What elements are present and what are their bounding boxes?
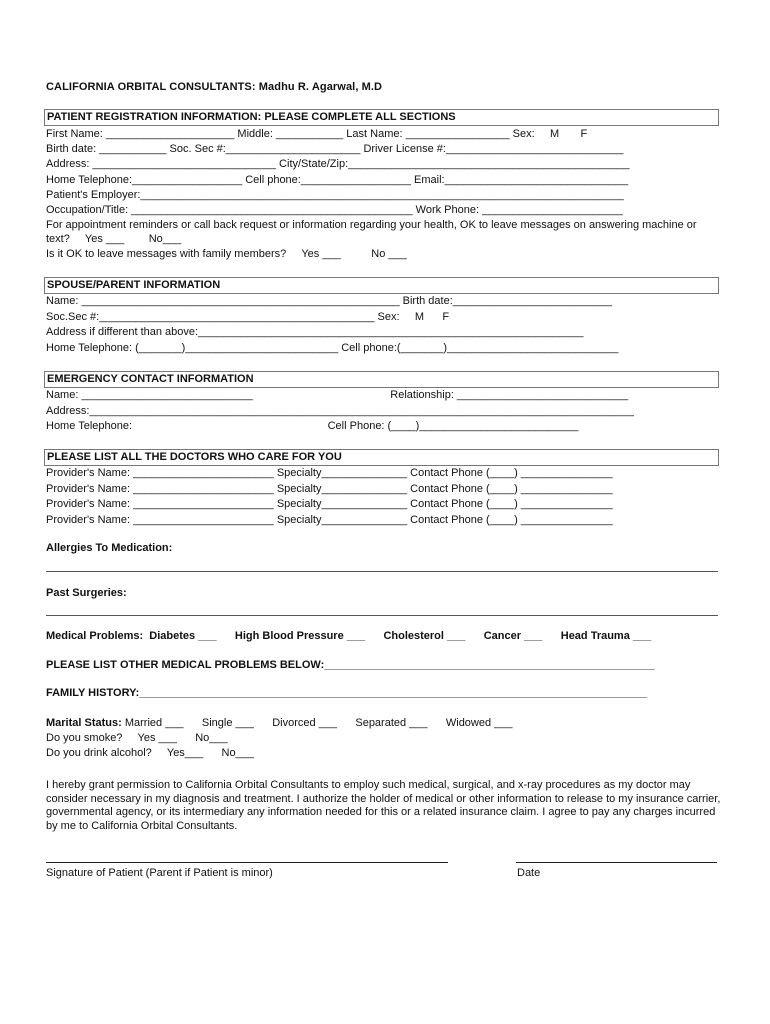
patient-employer-row[interactable]: Patient's Employer:_______________________________________________________________________________ bbox=[46, 189, 624, 201]
smoke-row[interactable]: Do you smoke? Yes ___ No___ bbox=[46, 732, 228, 744]
doctors-section-title: PLEASE LIST ALL THE DOCTORS WHO CARE FOR YOU bbox=[47, 451, 342, 463]
family-history-row[interactable]: FAMILY HISTORY:___________________________________________________________________________________ bbox=[46, 687, 648, 699]
spouse-name-row[interactable]: Name: ____________________________________________________ Birth date:__________________________ bbox=[46, 295, 612, 307]
patient-phone-row[interactable]: Home Telephone:__________________ Cell phone:__________________ Email:______________________________ bbox=[46, 174, 629, 186]
allergies-label: Allergies To Medication: bbox=[46, 542, 173, 554]
spouse-address-row[interactable]: Address if different than above:_______________________________________________________________ bbox=[46, 326, 584, 338]
consent-paragraph: I hereby grant permission to California Orbital Consultants to employ such medical, surgical, and x-ray procedures as my doctor may consider necessary in my diagnosis and treatment. I authorize the holder of medical or other information to release to my insurance carrier, governmental agency, or its intermediary any information needed for this or a related insurance claim. I agree to pay any charges incurred by me to California Orbital Consultants. bbox=[46, 779, 721, 832]
spouse-ssn-row[interactable]: Soc.Sec #:_____________________________________________ Sex: M F bbox=[46, 311, 450, 323]
family-messages-row[interactable]: Is it OK to leave messages with family members? Yes ___ No ___ bbox=[46, 248, 407, 260]
emergency-section-header bbox=[44, 371, 719, 388]
patient-address-row[interactable]: Address: ______________________________ City/State/Zip:______________________________________________ bbox=[46, 158, 630, 170]
emergency-phone-row[interactable]: Home Telephone: Cell Phone: (____)__________________________ bbox=[46, 420, 579, 432]
messages-consent-question: For appointment reminders or call back request or information regarding your health, OK to leave messages on answering machine or bbox=[46, 219, 697, 231]
signature-label: Signature of Patient (Parent if Patient is minor) bbox=[46, 867, 273, 879]
doctors-section-header bbox=[44, 449, 719, 466]
allergies-input-line[interactable] bbox=[46, 571, 718, 572]
patient-birth-ssn-row[interactable]: Birth date: ___________ Soc. Sec #:______________________ Driver License #:_____________________________ bbox=[46, 143, 624, 155]
spouse-section-header bbox=[44, 277, 719, 294]
medical-problems-row[interactable]: Medical Problems: Diabetes ___ High Blood Pressure ___ Cholesterol ___ Cancer ___ Head Trauma ___ bbox=[46, 630, 652, 642]
patient-section-title: PATIENT REGISTRATION INFORMATION: PLEASE COMPLETE ALL SECTIONS bbox=[47, 111, 456, 123]
surgeries-label: Past Surgeries: bbox=[46, 587, 127, 599]
emergency-section-title: EMERGENCY CONTACT INFORMATION bbox=[47, 373, 254, 385]
date-label: Date bbox=[517, 867, 541, 879]
marital-status-row[interactable] bbox=[46, 716, 513, 730]
messages-consent-options[interactable]: text? Yes ___ No___ bbox=[46, 233, 182, 245]
form-title: CALIFORNIA ORBITAL CONSULTANTS: Madhu R. Agarwal, M.D bbox=[46, 81, 383, 93]
signature-line[interactable] bbox=[46, 862, 448, 863]
surgeries-input-line[interactable] bbox=[46, 615, 718, 616]
spouse-section-title: SPOUSE/PARENT INFORMATION bbox=[47, 279, 221, 291]
patient-section-header bbox=[44, 109, 719, 126]
date-line[interactable] bbox=[516, 862, 717, 863]
provider-row[interactable]: Provider's Name: _______________________ Specialty______________ Contact Phone (____) _______________ bbox=[46, 514, 613, 526]
marital-status-label: Marital Status: bbox=[46, 717, 122, 729]
alcohol-row[interactable]: Do you drink alcohol? Yes___ No___ bbox=[46, 747, 254, 759]
provider-row[interactable]: Provider's Name: _______________________ Specialty______________ Contact Phone (____) _______________ bbox=[46, 483, 613, 495]
spouse-phone-row[interactable]: Home Telephone: (_______)_________________________ Cell phone:(_______)____________________________ bbox=[46, 342, 619, 354]
provider-row[interactable]: Provider's Name: _______________________ Specialty______________ Contact Phone (____) _______________ bbox=[46, 467, 613, 479]
patient-occupation-row[interactable]: Occupation/Title: ______________________________________________ Work Phone: _______________________ bbox=[46, 204, 623, 216]
marital-status-options[interactable]: Married ___ Single ___ Divorced ___ Separated ___ Widowed ___ bbox=[121, 717, 513, 729]
provider-row[interactable]: Provider's Name: _______________________ Specialty______________ Contact Phone (____) _______________ bbox=[46, 498, 613, 510]
emergency-name-row[interactable]: Name: ____________________________ Relationship: ____________________________ bbox=[46, 389, 629, 401]
other-problems-row[interactable]: PLEASE LIST OTHER MEDICAL PROBLEMS BELOW:______________________________________________________ bbox=[46, 659, 655, 671]
emergency-address-row[interactable]: Address:_________________________________________________________________________________________ bbox=[46, 405, 634, 417]
patient-name-row[interactable]: First Name: _____________________ Middle: ___________ Last Name: _________________ Sex: M F bbox=[46, 128, 588, 140]
